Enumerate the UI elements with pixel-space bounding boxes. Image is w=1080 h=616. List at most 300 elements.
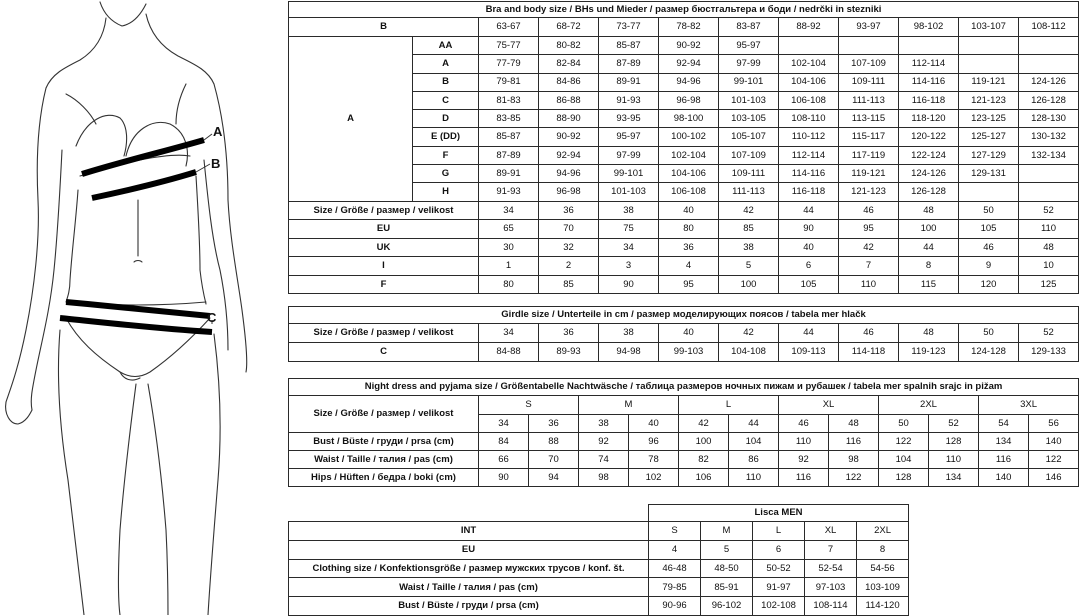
marker-b: B [211, 156, 221, 171]
size-cell: 38 [719, 238, 779, 257]
night-row-label: Hips / Hüften / бедра / boki (cm) [289, 469, 479, 487]
bust-range-cell: 116-118 [779, 183, 839, 201]
size-cell: 52 [1019, 201, 1079, 220]
night-cell: 122 [879, 433, 929, 451]
night-cell: 128 [929, 433, 979, 451]
girdle-cell: 119-123 [899, 343, 959, 362]
girdle-cell: 124-128 [959, 343, 1019, 362]
night-cell: 134 [979, 433, 1029, 451]
men-cell: L [753, 522, 805, 541]
size-cell: 34 [479, 201, 539, 220]
bust-range-cell: 99-101 [599, 165, 659, 183]
size-cell: 40 [779, 238, 839, 257]
men-cell: 91-97 [753, 578, 805, 597]
letter-size-cell: 3XL [979, 396, 1079, 415]
bust-range-cell: 101-103 [719, 91, 779, 109]
night-cell: 86 [729, 451, 779, 469]
bust-range-cell: 79-81 [479, 73, 539, 91]
night-cell: 100 [679, 433, 729, 451]
men-cell: 102-108 [753, 597, 805, 616]
bust-range-cell: 121-123 [959, 91, 1019, 109]
bust-range-cell: 105-107 [719, 128, 779, 146]
girdle-cell: 114-118 [839, 343, 899, 362]
bust-range-cell: 81-83 [479, 91, 539, 109]
bust-range-cell: 107-109 [839, 55, 899, 73]
night-cell: 92 [779, 451, 829, 469]
underbust-value: 98-102 [899, 18, 959, 37]
size-cell: 42 [719, 201, 779, 220]
bust-range-cell: 89-91 [599, 73, 659, 91]
lisca-men-size-table [288, 504, 909, 616]
size-cell: 42 [839, 238, 899, 257]
night-cell: 104 [879, 451, 929, 469]
girdle-cell: 129-133 [1019, 343, 1079, 362]
night-measure-row [289, 451, 1079, 469]
men-cell: 2XL [857, 522, 909, 541]
men-row [289, 597, 909, 616]
size-cell: 115 [899, 275, 959, 294]
letter-size-cell: L [679, 396, 779, 415]
bust-range-cell: 102-104 [659, 146, 719, 164]
men-row [289, 522, 909, 541]
size-cell: 46 [959, 238, 1019, 257]
girdle-cell: 89-93 [539, 343, 599, 362]
size-cell: 9 [959, 257, 1019, 276]
number-size-cell: 38 [579, 415, 629, 433]
night-cell: 140 [979, 469, 1029, 487]
men-cell: 108-114 [805, 597, 857, 616]
number-size-cell: 56 [1029, 415, 1079, 433]
bust-range-cell: 132-134 [1019, 146, 1079, 164]
men-cell: 97-103 [805, 578, 857, 597]
girdle-title-row [289, 307, 1079, 324]
size-cell: 48 [899, 201, 959, 220]
underbust-value: 63-67 [479, 18, 539, 37]
bust-range-cell: 90-92 [539, 128, 599, 146]
bra-size-row [289, 238, 1079, 257]
bust-range-cell: 125-127 [959, 128, 1019, 146]
bust-range-cell: 124-126 [899, 165, 959, 183]
number-size-cell: 48 [829, 415, 879, 433]
bust-range-cell: 129-131 [959, 165, 1019, 183]
bust-range-cell: 93-95 [599, 110, 659, 128]
men-title-row [289, 505, 909, 522]
size-cell: 6 [779, 257, 839, 276]
bust-range-cell: 112-114 [899, 55, 959, 73]
bust-range-cell: 97-99 [719, 55, 779, 73]
bust-range-cell: 95-97 [599, 128, 659, 146]
night-cell: 122 [1029, 451, 1079, 469]
number-size-cell: 46 [779, 415, 829, 433]
bust-range-cell: 90-92 [659, 37, 719, 55]
underbust-value: 88-92 [779, 18, 839, 37]
underbust-value: 93-97 [839, 18, 899, 37]
size-cell: 120 [959, 275, 1019, 294]
bra-size-row [289, 220, 1079, 239]
night-cell: 96 [629, 433, 679, 451]
number-size-cell: 36 [529, 415, 579, 433]
men-cell: 85-91 [701, 578, 753, 597]
men-cell: 4 [649, 540, 701, 559]
bra-size-row [289, 257, 1079, 276]
night-measure-row [289, 433, 1079, 451]
size-cell: 38 [599, 201, 659, 220]
night-cell: 128 [879, 469, 929, 487]
bust-range-cell: 114-116 [899, 73, 959, 91]
bust-range-cell: 95-97 [719, 37, 779, 55]
bust-range-cell: 128-130 [1019, 110, 1079, 128]
bust-range-cell: 126-128 [899, 183, 959, 201]
letter-size-cell: S [479, 396, 579, 415]
night-cell: 110 [729, 469, 779, 487]
night-cell: 98 [579, 469, 629, 487]
bust-range-cell: 115-117 [839, 128, 899, 146]
bust-range-cell: 94-96 [659, 73, 719, 91]
girdle-row [289, 324, 1079, 343]
bust-range-cell: 83-85 [479, 110, 539, 128]
bust-range-cell: 100-102 [659, 128, 719, 146]
night-cell: 110 [929, 451, 979, 469]
size-cell: 70 [539, 220, 599, 239]
size-cell: 95 [659, 275, 719, 294]
girdle-cell: 84-88 [479, 343, 539, 362]
men-row [289, 559, 909, 578]
size-cell: 7 [839, 257, 899, 276]
underbust-value: 78-82 [659, 18, 719, 37]
men-cell: 6 [753, 540, 805, 559]
underbust-value: 103-107 [959, 18, 1019, 37]
bust-range-cell: 87-89 [599, 55, 659, 73]
girdle-row-label: Size / Größe / размер / velikost [289, 324, 479, 343]
bust-range-cell: 96-98 [539, 183, 599, 201]
number-size-cell: 42 [679, 415, 729, 433]
bust-range-cell: 80-82 [539, 37, 599, 55]
size-cell: 48 [1019, 238, 1079, 257]
cup-label: A [413, 55, 479, 73]
bust-range-cell [1019, 37, 1079, 55]
men-cell: 5 [701, 540, 753, 559]
size-cell: 90 [779, 220, 839, 239]
bust-range-cell: 104-106 [779, 73, 839, 91]
size-cell: 80 [659, 220, 719, 239]
bust-range-cell: 122-124 [899, 146, 959, 164]
size-cell: 85 [539, 275, 599, 294]
size-cell: 65 [479, 220, 539, 239]
size-cell: 80 [479, 275, 539, 294]
bust-range-cell: 111-113 [719, 183, 779, 201]
size-cell: 8 [899, 257, 959, 276]
cup-label: C [413, 91, 479, 109]
bust-range-cell: 126-128 [1019, 91, 1079, 109]
girdle-cell: 99-103 [659, 343, 719, 362]
bust-range-cell: 96-98 [659, 91, 719, 109]
size-cell: 44 [779, 201, 839, 220]
bra-size-table [288, 1, 1079, 294]
number-size-cell: 50 [879, 415, 929, 433]
bust-range-cell: 75-77 [479, 37, 539, 55]
night-cell: 134 [929, 469, 979, 487]
men-cell: 103-109 [857, 578, 909, 597]
night-cell: 104 [729, 433, 779, 451]
girdle-cell: 50 [959, 324, 1019, 343]
men-title-spacer [289, 505, 649, 522]
bust-range-cell: 92-94 [539, 146, 599, 164]
bust-range-cell [959, 37, 1019, 55]
night-cell: 74 [579, 451, 629, 469]
night-cell: 98 [829, 451, 879, 469]
night-cell: 84 [479, 433, 529, 451]
girdle-cell: 34 [479, 324, 539, 343]
girdle-cell: 46 [839, 324, 899, 343]
bust-range-cell: 109-111 [839, 73, 899, 91]
bust-range-cell: 107-109 [719, 146, 779, 164]
girdle-cell: 42 [719, 324, 779, 343]
bust-range-cell [779, 37, 839, 55]
bust-range-cell: 89-91 [479, 165, 539, 183]
size-cell: 32 [539, 238, 599, 257]
bust-range-cell: 84-86 [539, 73, 599, 91]
men-cell: 52-54 [805, 559, 857, 578]
underbust-value: 73-77 [599, 18, 659, 37]
bust-range-cell: 124-126 [1019, 73, 1079, 91]
girdle-cell: 52 [1019, 324, 1079, 343]
bra-size-row [289, 201, 1079, 220]
bust-range-cell: 97-99 [599, 146, 659, 164]
marker-a: A [213, 124, 223, 139]
night-cell: 90 [479, 469, 529, 487]
men-cell: 50-52 [753, 559, 805, 578]
cup-row [289, 37, 1079, 55]
night-cell: 146 [1029, 469, 1079, 487]
bust-range-cell: 91-93 [479, 183, 539, 201]
men-cell: 54-56 [857, 559, 909, 578]
night-row-label: Bust / Büste / груди / prsa (cm) [289, 433, 479, 451]
bust-range-cell: 111-113 [839, 91, 899, 109]
size-system-label: Size / Größe / размер / velikost [289, 201, 479, 220]
men-cell: 114-120 [857, 597, 909, 616]
men-cell: S [649, 522, 701, 541]
men-row-label: Waist / Taille / талия / pas (cm) [289, 578, 649, 597]
night-row-label: Waist / Taille / талия / pas (cm) [289, 451, 479, 469]
bust-range-cell: 94-96 [539, 165, 599, 183]
night-dress-size-table [288, 378, 1079, 487]
girdle-cell: 104-108 [719, 343, 779, 362]
bust-range-cell: 117-119 [839, 146, 899, 164]
bust-range-cell: 118-120 [899, 110, 959, 128]
number-size-cell: 54 [979, 415, 1029, 433]
bust-range-cell: 87-89 [479, 146, 539, 164]
number-size-cell: 44 [729, 415, 779, 433]
bust-range-cell: 121-123 [839, 183, 899, 201]
bra-title-row [289, 2, 1079, 18]
night-cell: 116 [779, 469, 829, 487]
night-cell: 122 [829, 469, 879, 487]
cup-label: D [413, 110, 479, 128]
bra-underbust-row [289, 18, 1079, 37]
men-row-label: INT [289, 522, 649, 541]
bust-range-cell: 88-90 [539, 110, 599, 128]
men-cell: 79-85 [649, 578, 701, 597]
letter-size-cell: 2XL [879, 396, 979, 415]
men-cell: 7 [805, 540, 857, 559]
size-cell: 75 [599, 220, 659, 239]
size-cell: 5 [719, 257, 779, 276]
bust-range-cell [959, 55, 1019, 73]
bra-table-title: Bra and body size / BHs und Mieder / размер бюстгальтера и боди / nedrčki in stezniki [289, 2, 1079, 18]
bust-range-cell: 98-100 [659, 110, 719, 128]
men-row-label: Bust / Büste / груди / prsa (cm) [289, 597, 649, 616]
men-table-title: Lisca MEN [649, 505, 909, 522]
size-system-label: I [289, 257, 479, 276]
bust-range-cell: 103-105 [719, 110, 779, 128]
night-cell: 116 [829, 433, 879, 451]
bust-range-cell: 92-94 [659, 55, 719, 73]
night-cell: 70 [529, 451, 579, 469]
bust-range-cell: 85-87 [599, 37, 659, 55]
size-cell: 4 [659, 257, 719, 276]
bust-range-cell: 77-79 [479, 55, 539, 73]
girdle-cell: 44 [779, 324, 839, 343]
men-cell: 90-96 [649, 597, 701, 616]
girdle-cell: 109-113 [779, 343, 839, 362]
size-cell: 105 [779, 275, 839, 294]
bust-range-cell: 91-93 [599, 91, 659, 109]
bust-range-cell [1019, 55, 1079, 73]
letter-size-cell: XL [779, 396, 879, 415]
bust-range-cell: 109-111 [719, 165, 779, 183]
size-system-label: UK [289, 238, 479, 257]
night-cell: 102 [629, 469, 679, 487]
bust-range-cell: 104-106 [659, 165, 719, 183]
girdle-row-label: C [289, 343, 479, 362]
men-cell: XL [805, 522, 857, 541]
bust-range-cell [899, 37, 959, 55]
bust-range-cell: 102-104 [779, 55, 839, 73]
size-system-label: EU [289, 220, 479, 239]
men-row [289, 540, 909, 559]
men-row [289, 578, 909, 597]
underbust-value: 68-72 [539, 18, 599, 37]
bust-range-cell: 110-112 [779, 128, 839, 146]
night-cell: 94 [529, 469, 579, 487]
night-size-label: Size / Größe / размер / velikost [289, 396, 479, 433]
size-cell: 40 [659, 201, 719, 220]
bust-range-cell: 116-118 [899, 91, 959, 109]
size-cell: 125 [1019, 275, 1079, 294]
size-cell: 85 [719, 220, 779, 239]
night-cell: 110 [779, 433, 829, 451]
bust-range-cell: 114-116 [779, 165, 839, 183]
bust-range-cell [1019, 165, 1079, 183]
underbust-value: 108-112 [1019, 18, 1079, 37]
bust-range-cell: 86-88 [539, 91, 599, 109]
cup-label: H [413, 183, 479, 201]
cup-label: AA [413, 37, 479, 55]
size-cell: 110 [839, 275, 899, 294]
bust-range-cell: 99-101 [719, 73, 779, 91]
size-cell: 46 [839, 201, 899, 220]
size-cell: 34 [599, 238, 659, 257]
marker-c: C [207, 310, 217, 325]
night-cell: 140 [1029, 433, 1079, 451]
size-cell: 3 [599, 257, 659, 276]
girdle-size-table [288, 306, 1079, 362]
men-cell: 48-50 [701, 559, 753, 578]
bust-range-cell [959, 183, 1019, 201]
number-size-cell: 52 [929, 415, 979, 433]
cup-label: E (DD) [413, 128, 479, 146]
cup-label: G [413, 165, 479, 183]
bust-range-cell: 106-108 [779, 91, 839, 109]
bust-range-cell: 113-115 [839, 110, 899, 128]
size-cell: 36 [539, 201, 599, 220]
size-cell: 90 [599, 275, 659, 294]
men-row-label: EU [289, 540, 649, 559]
night-letter-row [289, 396, 1079, 415]
bust-range-cell: 106-108 [659, 183, 719, 201]
night-cell: 116 [979, 451, 1029, 469]
night-title-row [289, 379, 1079, 396]
men-row-label: Clothing size / Konfektionsgröße / размер мужских трусов / konf. št. [289, 559, 649, 578]
woman-outline-illustration [0, 0, 285, 615]
bust-range-cell [1019, 183, 1079, 201]
bust-range-cell: 123-125 [959, 110, 1019, 128]
size-system-label: F [289, 275, 479, 294]
size-cell: 36 [659, 238, 719, 257]
bust-range-cell: 112-114 [779, 146, 839, 164]
size-cell: 1 [479, 257, 539, 276]
bust-range-cell: 119-121 [959, 73, 1019, 91]
night-measure-row [289, 469, 1079, 487]
underbust-label: B [289, 18, 479, 37]
night-cell: 78 [629, 451, 679, 469]
night-cell: 66 [479, 451, 529, 469]
men-cell: M [701, 522, 753, 541]
bust-range-cell: 120-122 [899, 128, 959, 146]
night-cell: 82 [679, 451, 729, 469]
night-cell: 88 [529, 433, 579, 451]
bust-range-cell: 119-121 [839, 165, 899, 183]
girdle-cell: 36 [539, 324, 599, 343]
body-measurement-figure [0, 0, 285, 615]
bust-label: A [289, 37, 413, 202]
size-cell: 110 [1019, 220, 1079, 239]
men-cell: 96-102 [701, 597, 753, 616]
men-cell: 8 [857, 540, 909, 559]
letter-size-cell: M [579, 396, 679, 415]
size-cell: 100 [899, 220, 959, 239]
girdle-cell: 38 [599, 324, 659, 343]
night-cell: 106 [679, 469, 729, 487]
girdle-cell: 48 [899, 324, 959, 343]
men-cell: 46-48 [649, 559, 701, 578]
night-cell: 92 [579, 433, 629, 451]
girdle-cell: 40 [659, 324, 719, 343]
bust-range-cell: 101-103 [599, 183, 659, 201]
size-cell: 44 [899, 238, 959, 257]
bust-range-cell: 108-110 [779, 110, 839, 128]
bust-range-cell: 130-132 [1019, 128, 1079, 146]
cup-label: F [413, 146, 479, 164]
bra-size-row [289, 275, 1079, 294]
underbust-value: 83-87 [719, 18, 779, 37]
size-cell: 50 [959, 201, 1019, 220]
girdle-cell: 94-98 [599, 343, 659, 362]
number-size-cell: 34 [479, 415, 529, 433]
bust-range-cell: 127-129 [959, 146, 1019, 164]
size-cell: 105 [959, 220, 1019, 239]
cup-label: B [413, 73, 479, 91]
